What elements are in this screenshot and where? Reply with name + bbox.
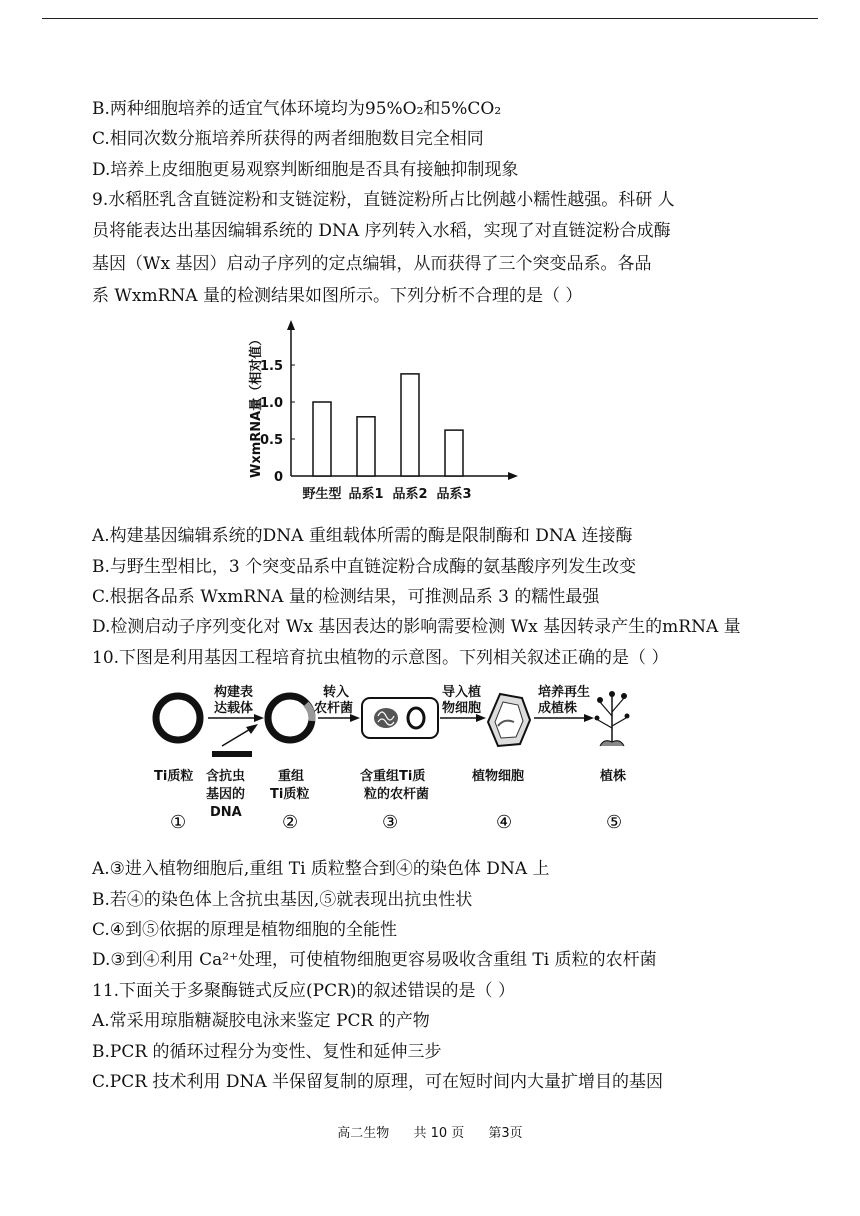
label-dna-1: 含抗虫 [206, 769, 246, 784]
x-tick-label: 品系2 [392, 487, 428, 502]
footer-subject: 高二生物 [337, 1126, 390, 1141]
bar-野生型 [313, 402, 331, 476]
footer-total-pages: 共 10 页 [413, 1126, 465, 1141]
number-2: ② [282, 812, 299, 833]
x-tick-label: 野生型 [302, 487, 342, 502]
text-line: C.④到⑤依据的原理是植物细胞的全能性 [92, 920, 398, 940]
label-dna-2: 基因的 [206, 787, 246, 802]
text-line: A.常采用琼脂糖凝胶电泳来鉴定 PCR 的产物 [92, 1011, 430, 1031]
y-axis-arrow [287, 320, 295, 330]
bar-品系1 [357, 417, 375, 476]
y-tick-label: 0.5 [259, 433, 283, 448]
text-line: B.PCR 的循环过程分为变性、复性和延伸三步 [92, 1042, 442, 1062]
gene-engineering-diagram [140, 676, 660, 836]
text-line: D.③到④利用 Ca²⁺处理，可使植物细胞更容易吸收含重组 Ti 质粒的农杆菌 [92, 950, 657, 970]
header-rule [42, 18, 818, 19]
number-5: ⑤ [606, 812, 623, 833]
text-line: D.检测启动子序列变化对 Wx 基因表达的影响需要检测 Wx 基因转录产生的mRNA 量 [92, 617, 741, 637]
arrow-1-label-bottom: 达载体 [214, 701, 254, 716]
arrow-3-label-top: 导入植 [442, 685, 482, 700]
y-axis-label: WxmRNA量（相对值） [249, 332, 264, 478]
text-line: C.相同次数分瓶培养所获得的两者细胞数目完全相同 [92, 129, 484, 149]
number-4: ④ [496, 812, 513, 833]
ti-plasmid-icon [156, 696, 200, 740]
arrow-3 [440, 684, 486, 722]
text-line: B.两种细胞培养的适宜气体环境均为95%O₂和5%CO₂ [92, 99, 502, 119]
arrow-4 [534, 684, 594, 722]
text-line: A.③进入植物细胞后,重组 Ti 质粒整合到④的染色体 DNA 上 [92, 859, 550, 879]
text-line: 基因（Wx 基因）启动子序列的定点编辑，从而获得了三个突变品系。各品 [92, 254, 652, 274]
arrow-2-label-top: 转入 [323, 685, 350, 700]
agrobacterium-icon [362, 698, 438, 738]
label-recombinant-1: 重组 [278, 769, 305, 784]
arrow-1-label-top: 构建表 [214, 685, 254, 700]
arrow-4-label-bottom: 成植株 [538, 701, 578, 716]
arrow-3-label-bottom: 物细胞 [442, 701, 482, 716]
bar-品系2 [401, 374, 419, 476]
text-line: D.培养上皮细胞更易观察判断细胞是否具有接触抑制现象 [92, 160, 519, 180]
text-line: C.根据各品系 WxmRNA 量的检测结果，可推测品系 3 的糯性最强 [92, 587, 600, 607]
arrow-2-label-bottom: 农杆菌 [314, 701, 354, 716]
arrow-2 [314, 684, 360, 722]
dna-fragment-icon [212, 724, 258, 757]
text-line: B.若④的染色体上含抗虫基因,⑤就表现出抗虫性状 [92, 890, 473, 910]
x-tick-label: 品系1 [348, 487, 384, 502]
y-tick-label: 1.5 [259, 359, 283, 374]
label-agrobacterium-2: 粒的农杆菌 [364, 787, 430, 802]
text-line: C.PCR 技术利用 DNA 半保留复制的原理，可在短时间内大量扩增目的基因 [92, 1072, 664, 1092]
arrow-1 [208, 684, 264, 722]
recombinant-plasmid-icon [268, 696, 312, 740]
label-plant: 植株 [600, 769, 627, 784]
arrow-4-label-top: 培养再生 [538, 685, 591, 700]
text-line: 10.下图是利用基因工程培育抗虫植物的示意图。下列相关叙述正确的是（ ） [92, 648, 669, 668]
text-line: B.与野生型相比，3 个突变品系中直链淀粉合成酶的氨基酸序列发生改变 [92, 557, 637, 577]
x-tick-label: 品系3 [436, 487, 472, 502]
page-footer [0, 1122, 860, 1141]
number-3: ③ [382, 812, 399, 833]
label-plant-cell: 植物细胞 [472, 769, 525, 784]
y-tick-label: 1.0 [259, 396, 283, 411]
text-line: 11.下面关于多聚酶链式反应(PCR)的叙述错误的是（ ） [92, 981, 515, 1001]
wx-mrna-chart [236, 318, 526, 508]
text-line: 系 WxmRNA 量的检测结果如图所示。下列分析不合理的是（ ） [92, 286, 583, 306]
label-dna-3: DNA [210, 805, 242, 820]
text-line: A.构建基因编辑系统的DNA 重组载体所需的酶是限制酶和 DNA 连接酶 [92, 526, 633, 546]
label-agrobacterium-1: 含重组Ti质 [360, 769, 426, 784]
text-line: 员将能表达出基因编辑系统的 DNA 序列转入水稻，实现了对直链淀粉合成酶 [92, 221, 671, 241]
text-line: 9.水稻胚乳含直链淀粉和支链淀粉，直链淀粉所占比例越小糯性越强。科研 人 [92, 190, 675, 210]
label-recombinant-2: Ti质粒 [270, 787, 310, 802]
footer-page-number: 第3页 [488, 1126, 523, 1141]
plant-cell-icon [488, 694, 530, 746]
x-axis-arrow [508, 472, 518, 480]
number-1: ① [170, 812, 187, 833]
label-ti-plasmid: Ti质粒 [154, 769, 194, 784]
y-tick-label: 0 [273, 470, 283, 485]
bar-品系3 [445, 430, 463, 476]
plant-icon [595, 691, 630, 746]
